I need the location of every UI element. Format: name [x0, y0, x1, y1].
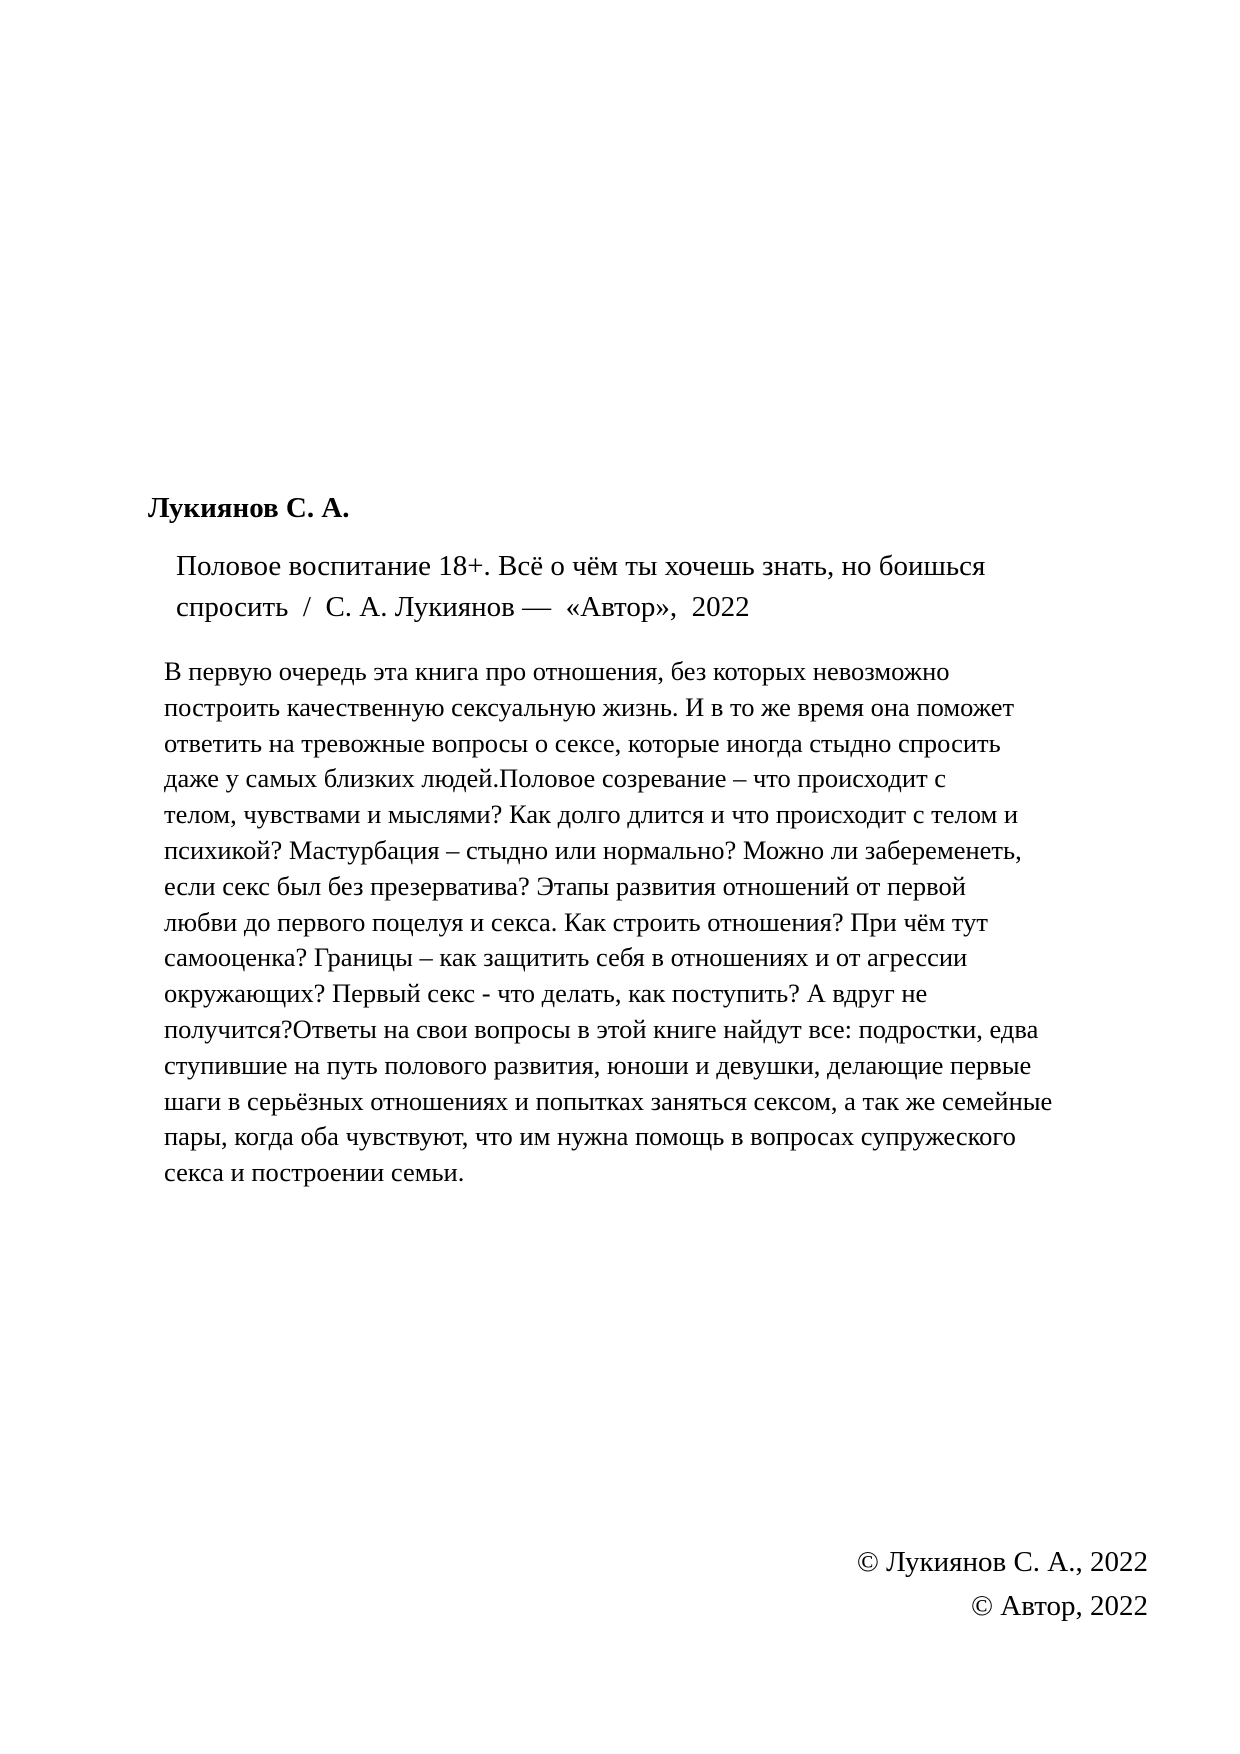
book-title-continuation: спросить	[176, 591, 289, 623]
annotation-line: пары, когда оба чувствуют, что им нужна помощь в вопросах супружеского	[164, 1121, 1016, 1152]
annotation-line: ответить на тревожные вопросы о сексе, которые иногда стыдно спросить	[164, 727, 1001, 758]
copyright-publisher: © Автор, 2022	[971, 1590, 1148, 1622]
copyright-block	[857, 1540, 1148, 1628]
annotation-line: секса и построении семьи.	[164, 1157, 465, 1188]
bibliographic-description	[176, 546, 985, 628]
annotation-line: самооценка? Границы – как защитить себя в отношениях и от агрессии	[164, 942, 968, 973]
annotation-line: телом, чувствами и мыслями? Как долго длится и что происходит с телом и	[164, 799, 1019, 830]
annotation-line: получится?Ответы на свои вопросы в этой книге найдут все: подростки, едва	[164, 1013, 1039, 1044]
annotation-line: ступившие на путь полового развития, юноши и девушки, делающие первые	[164, 1049, 1032, 1080]
book-title-line: Половое воспитание 18+. Всё о чём ты хочешь знать, но боишься	[176, 550, 986, 582]
annotation-text	[164, 654, 1052, 1191]
annotation-line: построить качественную сексуальную жизнь. И в то же время она поможет	[164, 691, 1015, 722]
copyright-author: © Лукиянов С. А., 2022	[856, 1546, 1148, 1578]
annotation-line: любви до первого поцелуя и секса. Как строить отношения? При чём тут	[164, 906, 988, 937]
publication-year: 2022	[691, 591, 750, 623]
annotation-line: даже у самых близких людей.Половое созревание – что происходит с	[164, 763, 947, 794]
annotation-line: если секс был без презерватива? Этапы развития отношений от первой	[164, 870, 966, 901]
bibliographic-line	[176, 587, 985, 628]
dash-separator: —	[522, 591, 552, 623]
annotation-line: психикой? Мастурбация – стыдно или нормально? Можно ли забеременеть,	[164, 834, 1022, 865]
annotation-line: В первую очередь эта книга про отношения, без которых невозможно	[164, 656, 950, 686]
publisher: «Автор»,	[565, 591, 678, 623]
annotation-line: окружающих? Первый секс - что делать, как поступить? А вдруг не	[164, 978, 928, 1009]
slash-separator: /	[302, 591, 311, 623]
bibliographic-author: С. А. Лукиянов	[325, 591, 515, 623]
author-name: Лукиянов С. А.	[148, 492, 350, 524]
annotation-line: шаги в серьёзных отношениях и попытках заняться сексом, а так же семейные	[164, 1085, 1053, 1116]
